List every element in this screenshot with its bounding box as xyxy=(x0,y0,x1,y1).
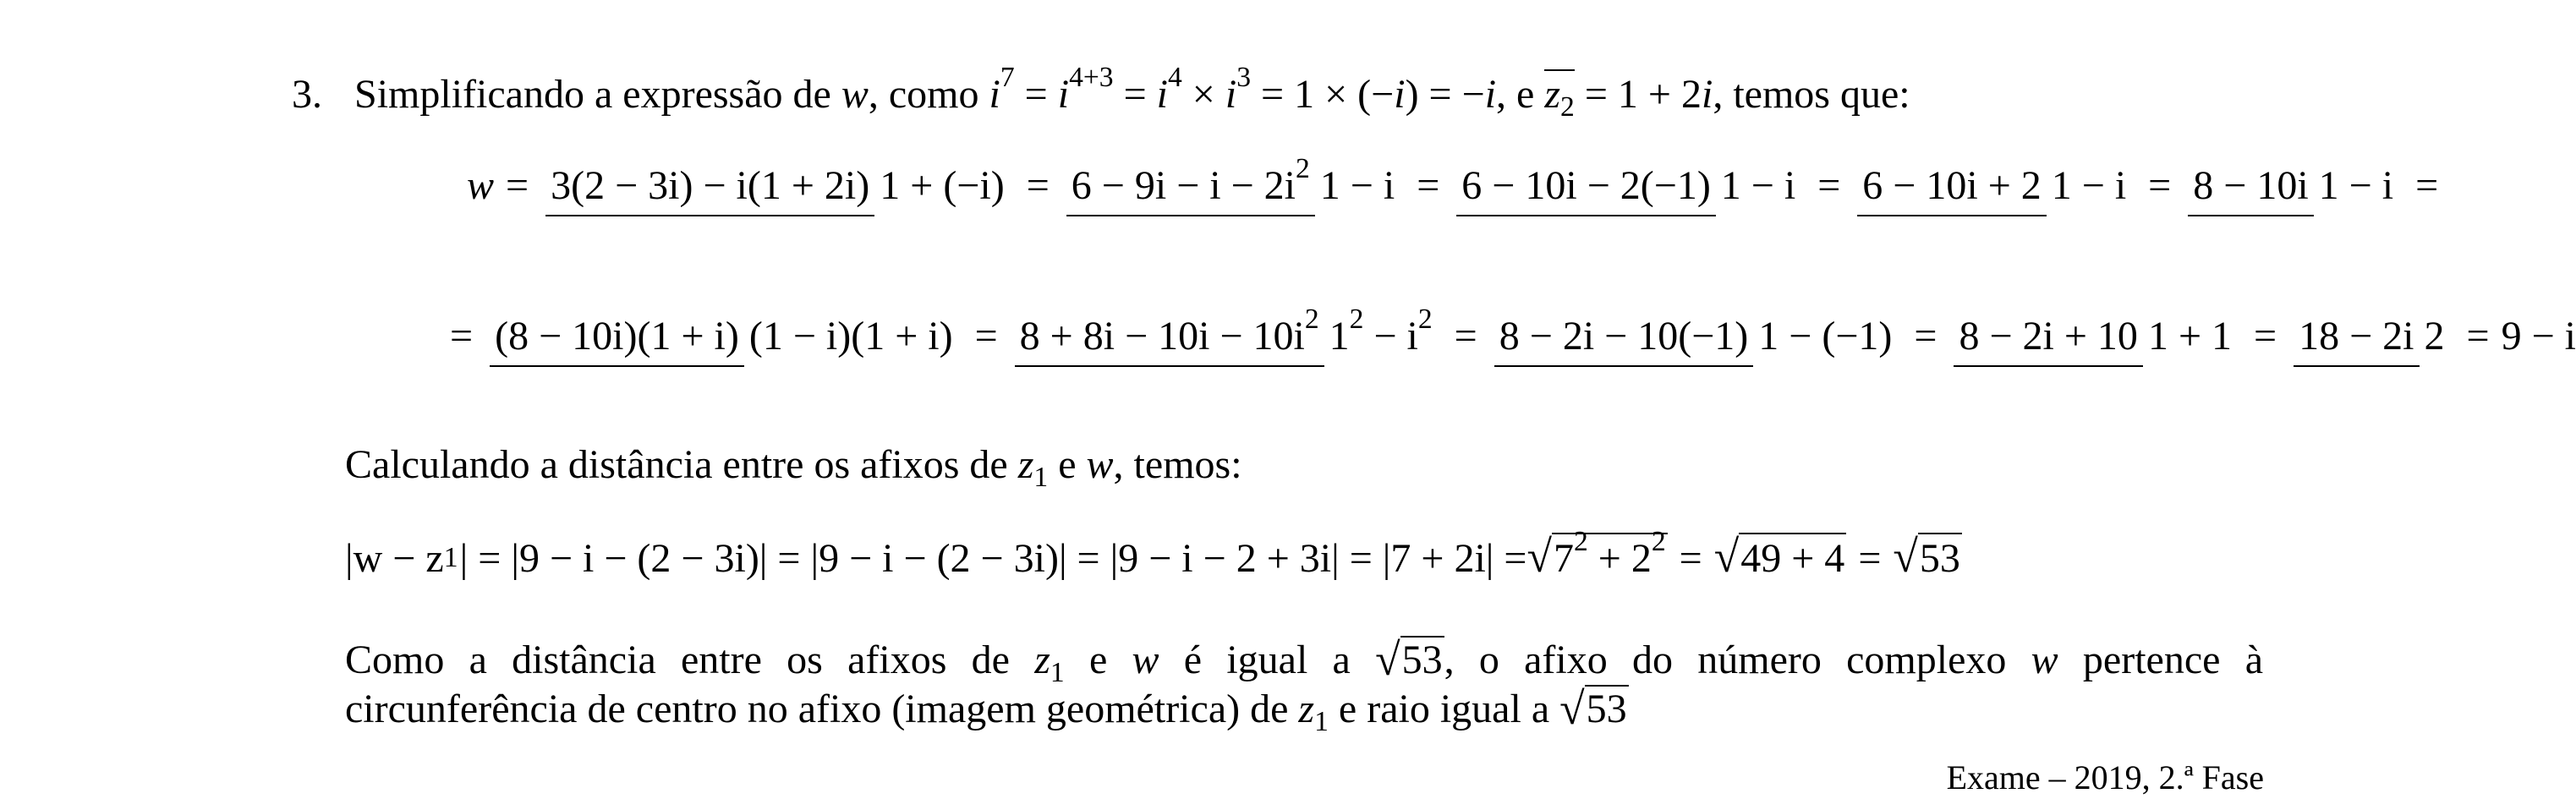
conclusion-line-2: circunferência de centro no afixo (imagem geométrica) de $z_1$ e raio igual a √ 53 xyxy=(345,683,1627,738)
fraction: 8 − 10i 1 − i xyxy=(2188,162,2398,209)
fraction: $8 + 8i - 10i - 10i^2$ $1^2 - i^2$ xyxy=(1015,313,1438,359)
intro-line: 3. Simplificando a expressão de w, como $i^7 = i^{4+3} = i^4 \times i^3 = 1 \times (-i) = -i$, e $z_2 = 1 + 2i$, temos que: xyxy=(292,61,1910,123)
square-root: √ 53 xyxy=(1559,683,1627,734)
conclusion-line-1: Como a distância entre os afixos de $z_1$ e w é igual a √ 53 , o afixo do número complexo w pertence à xyxy=(345,634,2264,689)
fraction: 8 − 2i + 10 1 + 1 xyxy=(1954,313,2237,359)
square-root: √53 xyxy=(1893,531,1960,582)
square-root: √49 + 4 xyxy=(1713,531,1845,582)
item-number: 3. xyxy=(292,72,322,117)
square-root: $√7^2 + 2^2$ xyxy=(1526,525,1666,582)
conjugate-z2: $z_2$ xyxy=(1544,69,1574,117)
square-root: √ 53 xyxy=(1375,634,1443,685)
distance-intro: Calculando a distância entre os afixos de $z_1$ e w, temos: xyxy=(345,442,1242,494)
equation-row-2: = (8 − 10i)(1 + i) (1 − i)(1 + i) = $8 + 8i - 10i - 10i^2$ $1^2 - i^2$ = 8 − 2i − 10(−1) 1 − (−1) = 8 − 2i + 10 1 + 1 = 18 − 2i 2 = 9 − i xyxy=(450,313,2576,359)
distance-equation: |w − z 1 | = |9 − i − (2 − 3i)| = |9 − i − (2 − 3i)| = |9 − i − 2 + 3i| = |7 + 2i| = $√7^2 + 2^2$ = √49 + 4 = √53 xyxy=(345,525,1960,582)
fraction: 6 − 10i − 2(−1) 1 − i xyxy=(1456,162,1800,209)
fraction: $6 - 9i - i - 2i^2$ 1 − i xyxy=(1066,162,1400,209)
fraction: 18 − 2i 2 xyxy=(2294,313,2449,359)
fraction: (8 − 10i)(1 + i) (1 − i)(1 + i) xyxy=(490,313,958,359)
fraction: 6 − 10i + 2 1 − i xyxy=(1857,162,2131,209)
fraction: 8 − 2i − 10(−1) 1 − (−1) xyxy=(1494,313,1898,359)
equation-row-1: w = 3(2 − 3i) − i(1 + 2i) 1 + (−i) = $6 - 9i - i - 2i^2$ 1 − i = 6 − 10i − 2(−1) 1 − i = 6 − 10i + 2 1 − i = 8 − 10i 1 − i = xyxy=(467,162,2450,209)
source-reference: Exame – 2019, 2.ª Fase xyxy=(1946,758,2264,796)
fraction: 3(2 − 3i) − i(1 + 2i) 1 + (−i) xyxy=(545,162,1010,209)
